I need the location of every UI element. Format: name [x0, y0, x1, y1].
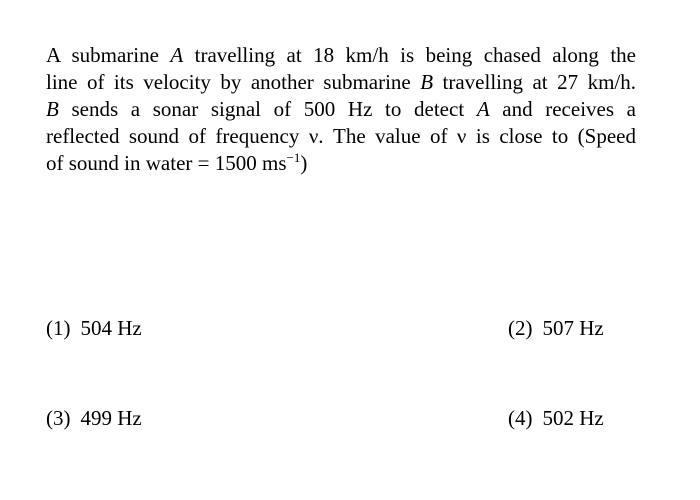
variable-a: A [476, 97, 490, 121]
question-line-4: reflected sound of frequency ν. The value of ν is close to (Speed [46, 124, 636, 148]
option-number: (2) [508, 316, 533, 340]
question-text [46, 42, 636, 177]
option-number: (1) [46, 316, 71, 340]
variable-b: B [420, 70, 434, 94]
option-text: 499 Hz [80, 406, 142, 430]
option-text: 504 Hz [80, 316, 142, 340]
variable-a: A [170, 43, 184, 67]
option-1[interactable] [46, 316, 142, 340]
option-text: 502 Hz [542, 406, 604, 430]
option-text: 507 Hz [542, 316, 604, 340]
option-3[interactable] [46, 406, 142, 430]
option-2[interactable] [508, 316, 604, 340]
variable-b: B [46, 97, 59, 121]
question-line-2: line of its velocity by another submarine B travelling at 27 km/h. [46, 70, 637, 94]
question-line-3: B sends a sonar signal of 500 Hz to detect A and receives a [46, 97, 636, 121]
question-line-5: of sound in water = 1500 $ms^{-1}$) [46, 150, 308, 175]
option-4[interactable] [508, 406, 604, 430]
option-number: (3) [46, 406, 71, 430]
option-number: (4) [508, 406, 533, 430]
exponent: −1 [286, 150, 301, 165]
question-line-1: A submarine A travelling at 18 km/h is being chased along the [46, 43, 637, 67]
